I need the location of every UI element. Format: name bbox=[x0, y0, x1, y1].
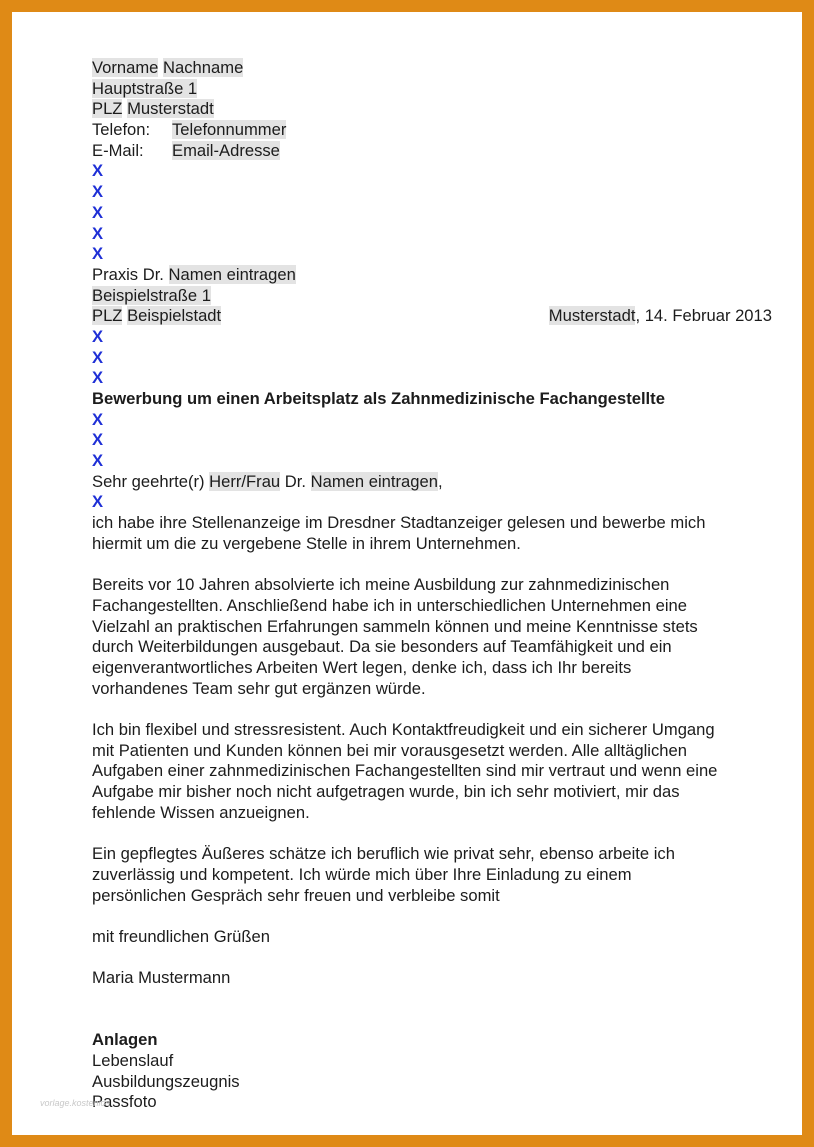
paragraph-line: persönlichen Gespräch sehr freuen und verbleibe somit bbox=[92, 885, 500, 905]
paragraph-line: Ich bin flexibel und stressresistent. Auch Kontaktfreudigkeit und ein sicherer Umgang bbox=[92, 720, 715, 739]
recipient-city[interactable]: Beispielstadt bbox=[127, 306, 222, 326]
spacer-marker: X bbox=[92, 430, 104, 450]
letter-subject: Bewerbung um einen Arbeitsplatz als Zahnmedizinische Fachangestellte bbox=[92, 389, 665, 408]
sender-name-line bbox=[92, 58, 772, 79]
spacer-marker: X bbox=[92, 368, 104, 388]
date-text: , 14. Februar 2013 bbox=[635, 306, 772, 326]
paragraph-line: Fachangestellten. Anschließend habe ich in unterschiedlichen Unternehmen eine bbox=[92, 595, 687, 615]
recipient-name[interactable]: Namen eintragen bbox=[168, 264, 296, 284]
attachments-heading: Anlagen bbox=[92, 1030, 158, 1050]
sender-city[interactable]: Musterstadt bbox=[127, 99, 214, 119]
attachment-item: Lebenslauf bbox=[92, 1051, 174, 1070]
salutation-name[interactable]: Namen eintragen bbox=[310, 471, 438, 491]
paragraph-line: mit Patienten und Kunden können bei mir vorausgesetzt werden. Alle alltäglichen bbox=[92, 740, 687, 760]
spacer-marker: X bbox=[92, 223, 104, 243]
spacer-marker: X bbox=[92, 202, 104, 222]
spacer-marker: X bbox=[92, 161, 104, 181]
sender-street[interactable]: Hauptstraße 1 bbox=[92, 78, 198, 98]
paragraph-line: Bereits vor 10 Jahren absolvierte ich meine Ausbildung zur zahnmedizinischen bbox=[92, 575, 670, 595]
spacer-marker: X bbox=[92, 409, 104, 429]
paragraph-line: ich habe ihre Stellenanzeige im Dresdner Stadtanzeiger gelesen und bewerbe mich bbox=[92, 513, 706, 533]
recipient-name-line bbox=[92, 265, 772, 286]
recipient-city-line bbox=[92, 306, 772, 327]
paragraph-line: Vielzahl an praktischen Erfahrungen sammeln können und meine Kenntnisse stets bbox=[92, 616, 698, 636]
email-label: E-Mail: bbox=[92, 140, 144, 160]
salutation-dr: Dr. bbox=[284, 471, 306, 491]
sender-firstname[interactable]: Vorname bbox=[92, 58, 159, 77]
phone-label: Telefon: bbox=[92, 120, 151, 140]
spacer-marker: X bbox=[92, 492, 104, 512]
letter-body bbox=[92, 58, 772, 1113]
attachment-item: Ausbildungszeugnis bbox=[92, 1071, 240, 1091]
paragraph-line: zuverlässig und kompetent. Ich würde mich über Ihre Einladung zu einem bbox=[92, 864, 632, 884]
paragraph-line: Aufgaben einer zahnmedizinischen Fachangestellten sind mir vertraut und wenn eine bbox=[92, 761, 718, 781]
sender-city-line bbox=[92, 99, 772, 120]
paragraph-line: durch Weiterbildungen ausgebaut. Da sie besonders auf Teamfähigkeit und ein bbox=[92, 637, 672, 657]
spacer-marker: X bbox=[92, 182, 104, 202]
signature-name: Maria Mustermann bbox=[92, 968, 231, 988]
salutation-title[interactable]: Herr/Frau bbox=[209, 471, 281, 491]
paragraph-line: vorhandenes Team sehr gut ergänzen würde. bbox=[92, 678, 426, 698]
salutation-end: , bbox=[437, 471, 443, 491]
paragraph-closing bbox=[92, 844, 772, 906]
paragraph-line: eigenverantwortliches Arbeiten Wert legen, denke ich, dass ich Ihr bereits bbox=[92, 657, 632, 677]
spacer-marker: X bbox=[92, 347, 104, 367]
sender-plz[interactable]: PLZ bbox=[92, 99, 123, 119]
paragraph-line: hiermit um die zu vergebene Stelle in ihrem Unternehmen. bbox=[92, 533, 521, 553]
sender-lastname[interactable]: Nachname bbox=[163, 58, 244, 77]
date-city[interactable]: Musterstadt bbox=[548, 306, 636, 326]
salutation-start: Sehr geehrte(r) bbox=[92, 471, 205, 491]
spacer-marker: X bbox=[92, 244, 104, 264]
phone-value[interactable]: Telefonnummer bbox=[172, 120, 287, 140]
salutation bbox=[92, 472, 772, 493]
closing-greeting: mit freundlichen Grüßen bbox=[92, 926, 271, 946]
sender-street-line bbox=[92, 79, 772, 100]
attachment-item: Passfoto bbox=[92, 1092, 157, 1112]
sender-email-line bbox=[92, 141, 772, 162]
email-value[interactable]: Email-Adresse bbox=[172, 140, 280, 160]
paragraph-line: Aufgabe mir bisher noch nicht aufgetragen wurde, bin ich sehr motiviert, mir das bbox=[92, 782, 680, 802]
recipient-plz[interactable]: PLZ bbox=[92, 306, 123, 326]
letter-page bbox=[12, 12, 802, 1135]
spacer-marker: X bbox=[92, 451, 104, 471]
recipient-prefix: Praxis Dr. bbox=[92, 264, 164, 284]
recipient-street[interactable]: Beispielstraße 1 bbox=[92, 285, 211, 305]
letter-date bbox=[549, 306, 772, 327]
sender-phone-line bbox=[92, 120, 772, 141]
paragraph-skills bbox=[92, 720, 772, 823]
paragraph-line: Ein gepflegtes Äußeres schätze ich beruflich wie privat sehr, ebenso arbeite ich bbox=[92, 844, 675, 864]
watermark-text: vorlage.kostenlos bbox=[40, 1098, 111, 1108]
spacer-marker: X bbox=[92, 326, 104, 346]
recipient-street-line bbox=[92, 286, 772, 307]
paragraph-line: fehlende Wissen anzueignen. bbox=[92, 802, 310, 822]
paragraph-intro bbox=[92, 513, 772, 554]
paragraph-experience bbox=[92, 575, 772, 699]
